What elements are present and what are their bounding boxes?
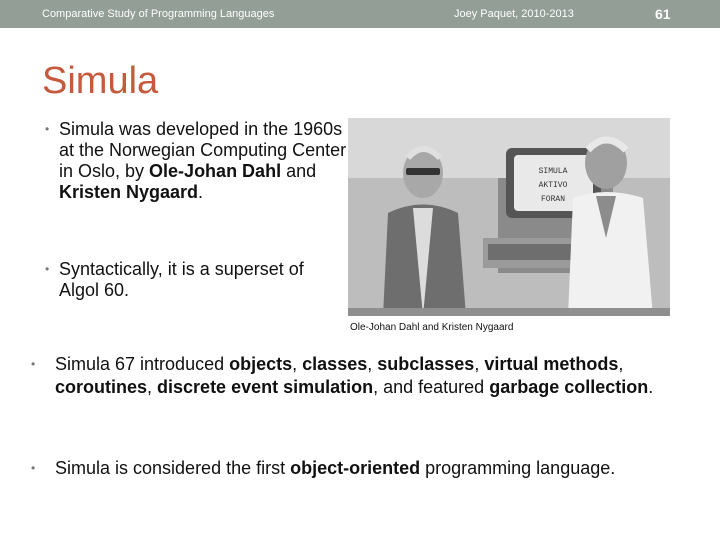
- bullet-item: [45, 119, 359, 203]
- bullet-text: and: [281, 161, 317, 181]
- bullet-bold-text: coroutines: [55, 377, 148, 397]
- bullet-bold-text: discrete event simulation: [157, 377, 374, 397]
- bullet-dot: •: [31, 461, 36, 475]
- bullet-text: ,: [147, 377, 158, 397]
- bullet-item: [31, 353, 655, 399]
- bullet-text: , and featured: [373, 377, 490, 397]
- bullet-text: Simula 67 introduced: [55, 354, 230, 374]
- bullet-text: .: [648, 377, 654, 397]
- screen-line: AKTIVO: [538, 181, 568, 190]
- bullet-text: Syntactically, it is a superset of Algol 60.: [59, 259, 304, 300]
- slide-title: Simula: [42, 60, 159, 102]
- bullet-item: [31, 458, 695, 479]
- bullet-dot: •: [31, 357, 36, 371]
- bullet-bold-text: Ole-Johan Dahl: [149, 161, 282, 181]
- bullet-bold-text: subclasses: [377, 354, 475, 374]
- bullet-dot: •: [45, 122, 50, 136]
- author-credit: Joey Paquet, 2010-2013: [454, 8, 574, 20]
- bullet-bold-text: virtual methods: [484, 354, 619, 374]
- photo-illustration: [348, 118, 670, 316]
- page-number: 61: [655, 6, 671, 22]
- bullet-text: ,: [618, 354, 624, 374]
- bullet-bold-text: object-oriented: [290, 458, 421, 478]
- screen-line: SIMULA: [538, 167, 568, 176]
- bullet-bold-text: garbage collection: [489, 377, 649, 397]
- photo-dahl-nygaard: [348, 118, 670, 316]
- bullet-text: ,: [474, 354, 485, 374]
- bullet-text: Simula was developed in the 1960s at the Norwegian Computing Center in Oslo, by: [59, 119, 347, 181]
- bullet-bold-text: classes: [302, 354, 368, 374]
- slide-header: [0, 0, 720, 28]
- bullet-text: Simula is considered the first: [55, 458, 291, 478]
- bullet-bold-text: Kristen Nygaard: [59, 182, 199, 202]
- bullet-item: [45, 259, 344, 301]
- bullet-text: .: [198, 182, 204, 202]
- course-title: Comparative Study of Programming Languages: [42, 8, 275, 20]
- bullet-text: programming language.: [420, 458, 616, 478]
- photo-caption: Ole-Johan Dahl and Kristen Nygaard: [350, 322, 514, 333]
- bullet-text: ,: [292, 354, 303, 374]
- bullet-bold-text: objects: [229, 354, 293, 374]
- bullet-text: ,: [367, 354, 378, 374]
- bullet-dot: •: [45, 262, 50, 276]
- screen-line: FORAN: [540, 195, 566, 204]
